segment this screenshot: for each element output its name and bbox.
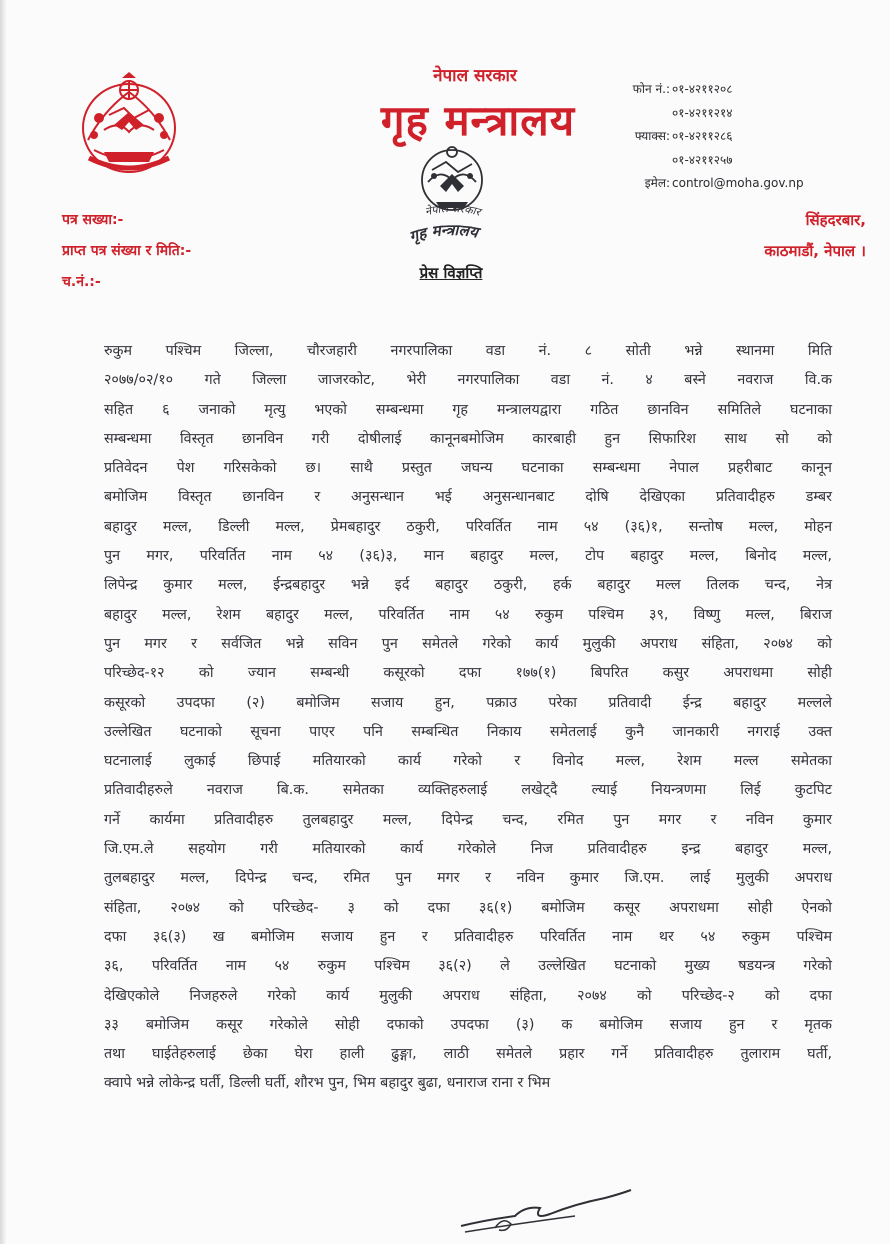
body-line: तुलबहादुर मल्ल, दिपेन्द्र चन्द, रमित पुन मगर र नविन कुमार जि.एम. लाई मुलुकी अपराध [104,870,832,887]
body-line: पुन मगर, परिवर्तित नाम ५४ (३६)३, मान बहादुर मल्ल, टोप बहादुर मल्ल, बिनोद मल्ल, [104,548,832,565]
fax-row-2 [612,149,882,173]
received-letter-label: प्राप्त पत्र संख्या र मिति:- [62,243,192,259]
fax-label: फ्याक्स: [634,129,670,143]
body-line: प्रतिवेदन पेश गरिसकेको छ। साथै प्रस्तुत जघन्य घटनाका सम्बन्धमा नेपाल प्रहरीबाट कानून [104,460,832,477]
seal-text-top: नेपाल सरकार [423,201,482,219]
fax-row-1 [612,125,882,149]
body-line: तथा घाईतेहरुलाई छेका घेरा हाली ढुङ्गा, लाठी समेतले प्रहार गर्ने प्रतिवादीहरु तुलाराम घर्ती, [104,1046,832,1063]
address-line-1: सिंहदरबार, [805,211,866,229]
phone-row-1 [612,78,882,102]
fax-number-2: ०१-४२११२५७ [672,152,733,167]
body-line: परिच्छेद-१२ को ज्यान सम्बन्धी कसूरको दफा १७७(१) बिपरित कसुर अपराधमा सोही [104,665,832,682]
fax-number-1: ०१-४२११२८६ [672,129,733,143]
address-line-2: काठमाडौं, नेपाल । [764,242,866,260]
government-name: नेपाल सरकार [433,66,517,86]
contact-block [612,78,882,196]
phone-number-2: ०१-४२११२१४ [672,105,733,120]
press-release-body [104,337,832,1099]
signature-image [455,1176,635,1238]
ministry-seal-icon [398,140,506,252]
body-line: सम्बन्धमा विस्तृत छानविन गरी दोषीलाई कानूनबमोजिम कारबाही हुन सिफारिश साथ सो को [104,430,832,447]
email-address: control@moha.gov.np [672,176,804,190]
body-line: बहादुर मल्ल, रेशम बहादुर मल्ल, परिवर्तित नाम ५४ रुकुम पश्चिम ३९, विष्णु मल्ल, बिराज [104,606,832,623]
body-line: बमोजिम विस्तृत छानविन र अनुसन्धान भई अनुसन्धानबाट दोषि देखिएका प्रतिवादीहरु डम्बर [104,489,832,506]
body-line: गर्ने कार्यमा प्रतिवादीहरु तुलबहादुर मल्ल, दिपेन्द्र चन्द, रमित पुन मगर र नविन कुमार [104,811,832,828]
body-line: क्वापे भन्ने लोकेन्द्र घर्ती, डिल्ली घर्ती, शौरभ पुन, भिम बहादुर बुढा, धनाराज राना र भिम [104,1075,551,1092]
body-line: घटनालाई लुकाई छिपाई मतियारको कार्य गरेको र विनोद मल्ल, रेशम मल्ल समेतका [104,753,832,770]
body-line: लिपेन्द्र कुमार मल्ल, ईन्द्रबहादुर भन्ने इर्द बहादुर ठकुरी, हर्क बहादुर मल्ल तिलक चन्द, नेत्र [104,577,832,594]
nepal-emblem-icon [74,70,184,180]
body-line: संहिता, २०७४ को परिच्छेद- ३ को दफा ३६(१) बमोजिम कसूर अपराधमा सोही ऐनको [104,899,832,916]
phone-number-1: ०१-४२११२०८ [672,82,733,96]
body-line: बहादुर मल्ल, डिल्ली मल्ल, प्रेमबहादुर ठकुरी, परिवर्तित नाम ५४ (३६)१, सन्तोष मल्ल, मोहन [104,518,832,535]
body-line: ३६, परिवर्तित नाम ५४ रुकुम पश्चिम ३६(२) ले उल्लेखित घटनाको मुख्य षडयन्त्र गरेको [104,958,832,975]
body-line: पुन मगर र सर्वजित भन्ने सविन पुन समेतले गरेको कार्य मुलुकी अपराध संहिता, २०७४ को [104,635,832,652]
body-line: जि.एम.ले सहयोग गरी मतियारको कार्य गरेकोले निज प्रतिवादीहरु इन्द्र बहादुर मल्ल, [104,841,832,858]
body-line: २०७७/०२/१० गते जिल्ला जाजरकोट, भेरी नगरपालिका वडा नं. ४ बस्ने नवराज वि.क [104,372,832,389]
phone-label: फोन नं.: [632,82,670,96]
body-line: रुकुम पश्चिम जिल्ला, चौरजहारी नगरपालिका वडा नं. ८ सोती भन्ने स्थानमा मिति [104,343,832,359]
body-line: देखिएकोले निजहरुले गरेको कार्य मुलुकी अपराध संहिता, २०७४ को परिच्छेद-२ को दफा [104,987,832,1004]
body-line: उल्लेखित घटनाको सूचना पाएर पनि सम्बन्धित निकाय समेतलाई कुनै जानकारी नगराई उक्त [104,723,832,740]
seal-text-bottom: गृह मन्त्रालय [407,220,480,246]
body-line: दफा ३६(३) ख बमोजिम सजाय हुन र प्रतिवादीहरु परिवर्तित नाम थर ५४ रुकुम पश्चिम [104,928,832,945]
ministry-name: गृह मन्त्रालय [380,96,576,145]
letter-number-label: पत्र सख्या:- [62,212,124,228]
body-line: सहित ६ जनाको मृत्यु भएको सम्बन्धमा गृह मन्त्रालयद्वारा गठित छानविन समितिले घटनाका [104,401,832,418]
email-row [612,172,882,196]
address-block [690,205,866,267]
dispatch-number-label: च.नं.:- [62,274,101,290]
reference-block [62,205,191,298]
press-release-title: प्रेस विज्ञप्ति [419,264,483,282]
phone-row-2 [612,102,882,126]
body-line: ३३ बमोजिम कसूर गरेकोले सोही दफाको उपदफा (३) क बमोजिम सजाय हुन र मृतक [104,1016,832,1033]
scan-edge-shadow [0,0,6,1244]
email-label: इमेल: [644,176,670,190]
body-line: प्रतिवादीहरुले नवराज बि.क. समेतका व्यक्तिहरुलाई लखेट्दै ल्याई नियन्त्रणमा लिई कुटपिट [104,782,832,799]
body-line: कसूरको उपदफा (२) बमोजिम सजाय हुन, पक्राउ परेका प्रतिवादी ईन्द्र बहादुर मल्लले [104,694,832,711]
